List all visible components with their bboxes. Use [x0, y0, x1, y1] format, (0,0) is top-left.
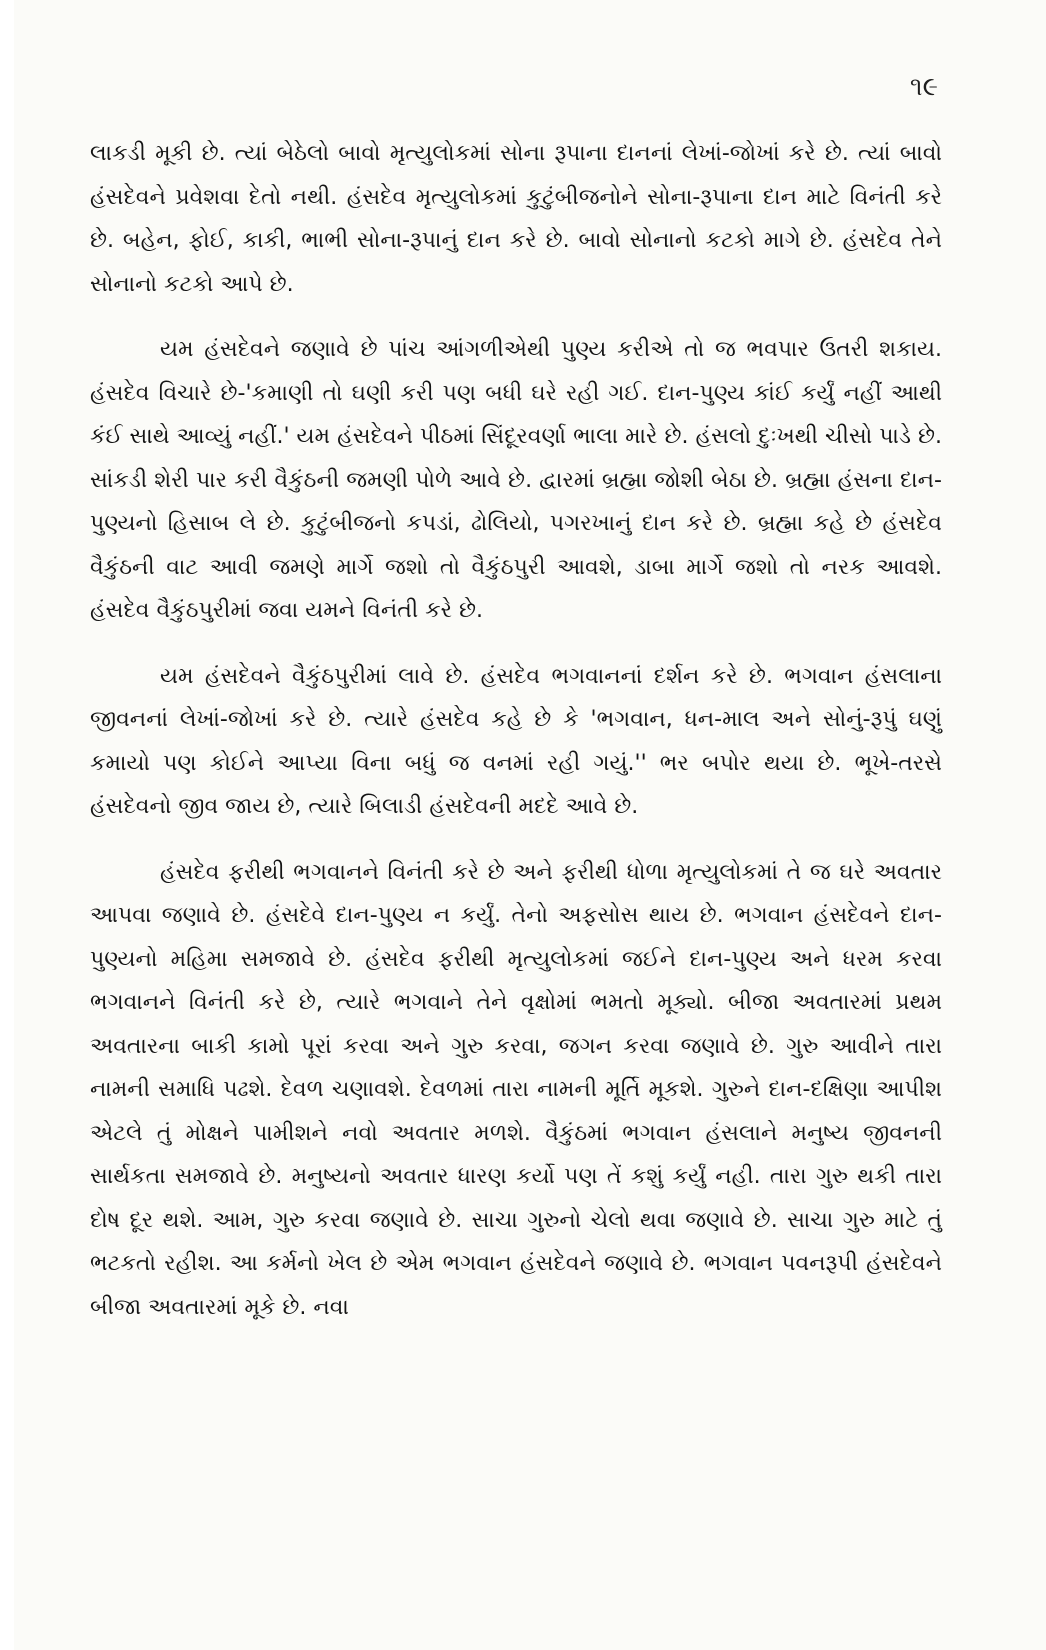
paragraph-4: હંસદેવ ફરીથી ભગવાનને વિનંતી કરે છે અને ફરીથી ધોળા મૃત્યુલોકમાં તે જ ઘરે અવતાર આપવા જણાવે છે. હંસદેવે દાન-પુણ્ય ન કર્યું. તેનો અફસોસ થાય છે. ભગવાન હંસદેવને દાન-પુણ્યનો મહિમા સમજાવે છે. હંસદેવ ફરીથી મૃત્યુલોકમાં જઈને દાન-પુણ્ય અને ધરમ કરવા ભગવાનને વિનંતી કરે છે, ત્યારે ભગવાને તેને વૃક્ષોમાં ભમતો મૂક્યો. બીજા અવતારમાં પ્રથમ અવતારના બાકી કામો પૂરાં કરવા અને ગુરુ કરવા, જગન કરવા જણાવે છે. ગુરુ આવીને તારા નામની સમાધિ પઢશે. દેવળ ચણાવશે. દેવળમાં તારા નામની મૂર્તિ મૂકશે. ગુરુને દાન-દક્ષિણા આપીશ એટલે તું મોક્ષને પામીશને નવો અવતાર મળશે. વૈકુંઠમાં ભગવાન હંસલાને મનુષ્ય જીવનની સાર્થકતા સમજાવે છે. મનુષ્યનો અવતાર ધારણ કર્યો પણ તેં કશું કર્યું નહી. તારા ગુરુ થકી તારા દોષ દૂર થશે. આમ, ગુરુ કરવા જણાવે છે. સાચા ગુરુનો ચેલો થવા જણાવે છે. સાચા ગુરુ માટે તું ભટકતો રહીશ. આ કર્મનો ખેલ છે એમ ભગવાન હંસદેવને જણાવે છે. ભગવાન પવનરૂપી હંસદેવને બીજા અવતારમાં મૂકે છે. નવા	[90, 859, 942, 1320]
paragraph-3: યમ હંસદેવને વૈકુંઠપુરીમાં લાવે છે. હંસદેવ ભગવાનનાં દર્શન કરે છે. ભગવાન હંસલાના જીવનનાં લેખાં-જોખાં કરે છે. ત્યારે હંસદેવ કહે છે કે 'ભગવાન, ધન-માલ અને સોનું-રૂપું ઘણું કમાયો પણ કોઈને આપ્યા વિના બધું જ વનમાં રહી ગયું.'' ભર બપોર થયા છે. ભૂખે-તરસે હંસદેવનો જીવ જાય છે, ત્યારે બિલાડી હંસદેવની મદદે આવે છે.	[90, 663, 942, 819]
book-page	[14, 0, 1046, 1650]
paragraph-1: લાકડી મૂકી છે. ત્યાં બેઠેલો બાવો મૃત્યુલોકમાં સોના રૂપાના દાનનાં લેખાં-જોખાં કરે છે. ત્યાં બાવો હંસદેવને પ્રવેશવા દેતો નથી. હંસદેવ મૃત્યુલોકમાં કુટુંબીજનોને સોના-રૂપાના દાન માટે વિનંતી કરે છે. બહેન, ફોઈ, કાકી, ભાભી સોના-રૂપાનું દાન કરે છે. બાવો સોનાનો કટકો માગે છે. હંસદેવ તેને સોનાનો કટકો આપે છે.	[90, 141, 942, 297]
page-body-text	[90, 132, 942, 1351]
page-number: ૧૯	[909, 72, 938, 102]
paragraph-2: યમ હંસદેવને જણાવે છે પાંચ આંગળીએથી પુણ્ય કરીએ તો જ ભવપાર ઉતરી શકાય. હંસદેવ વિચારે છે-'કમાણી તો ઘણી કરી પણ બધી ઘરે રહી ગઈ. દાન-પુણ્ય કાંઈ કર્યું નહીં આથી કંઈ સાથે આવ્યું નહીં.' યમ હંસદેવને પીઠમાં સિંદૂરવર્ણા ભાલા મારે છે. હંસલો દુઃખથી ચીસો પાડે છે. સાંકડી શેરી પાર કરી વૈકુંઠની જમણી પોળે આવે છે. દ્વારમાં બ્રહ્મા જોશી બેઠા છે. બ્રહ્મા હંસના દાન-પુણ્યનો હિસાબ લે છે. કુટુંબીજનો કપડાં, ઢોલિયો, પગરખાનું દાન કરે છે. બ્રહ્મા કહે છે હંસદેવ વૈકુંઠની વાટ આવી જમણે માર્ગે જશો તો વૈકુંઠપુરી આવશે, ડાબા માર્ગે જશો તો નરક આવશે. હંસદેવ વૈકુંઠપુરીમાં જવા યમને વિનંતી કરે છે.	[90, 337, 942, 623]
